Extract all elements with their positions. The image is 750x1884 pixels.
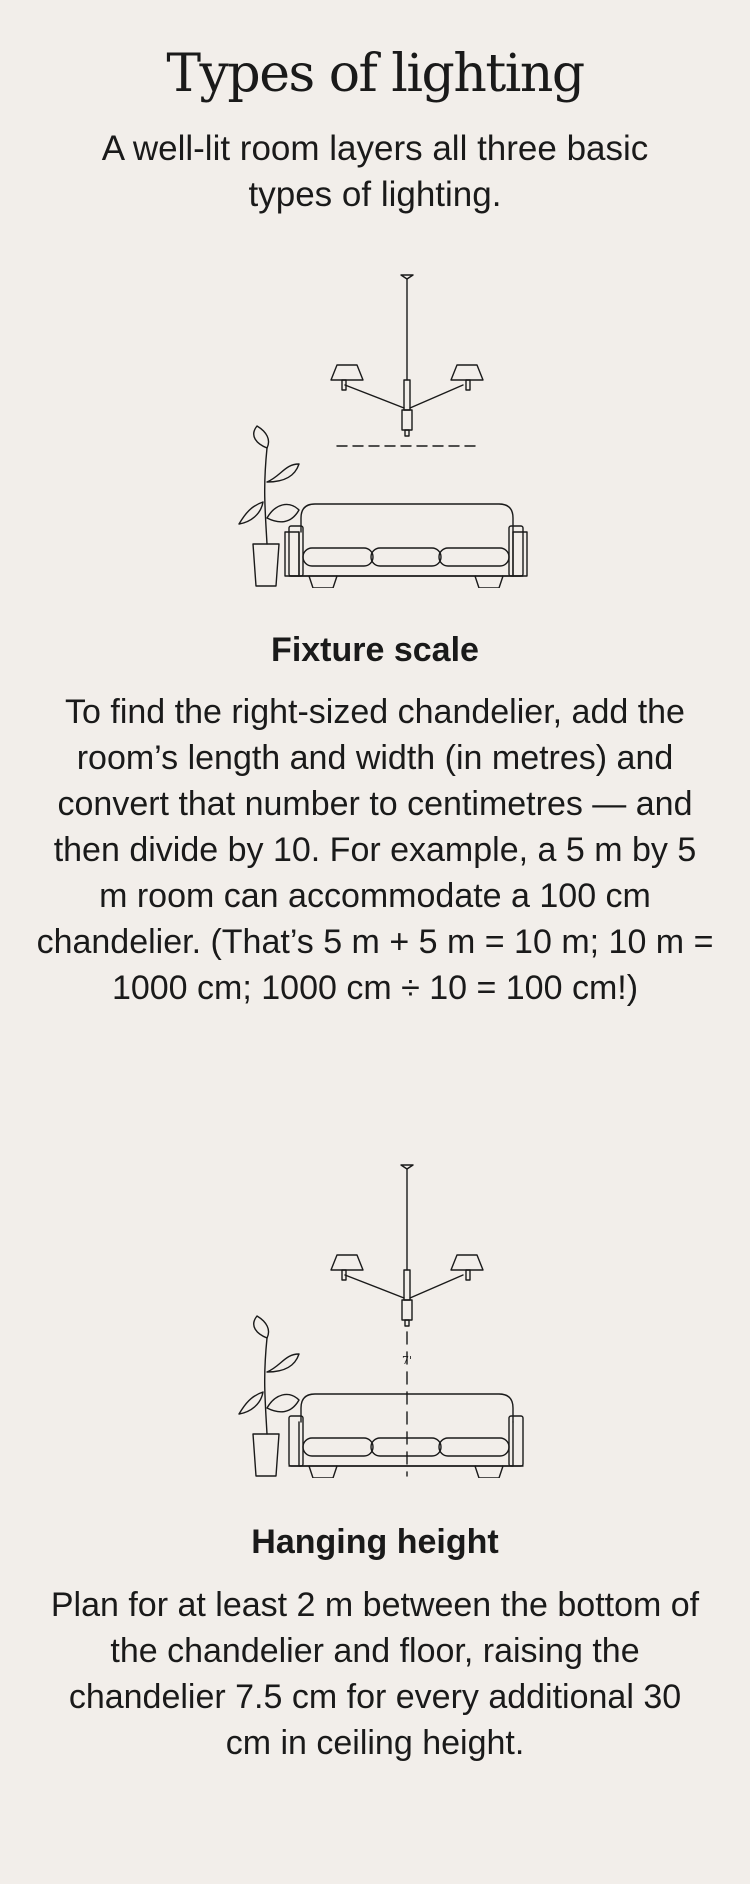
plant-icon bbox=[239, 1316, 299, 1476]
chandelier-icon bbox=[331, 275, 483, 436]
section-heading-fixture-scale: Fixture scale bbox=[271, 631, 479, 669]
chandelier-above-sofa-illustration bbox=[0, 268, 750, 588]
page-title: Types of lighting bbox=[166, 44, 584, 104]
section-body-hanging-height: Plan for at least 2 m between the bottom of the chandelier and floor, raising the chandelier 7.5 cm for every additional 30 cm in ceiling height. bbox=[50, 1586, 700, 1762]
section-heading-hanging-height: Hanging height bbox=[251, 1523, 499, 1561]
plant-icon bbox=[239, 426, 299, 586]
sofa-icon bbox=[289, 1394, 523, 1478]
section-body-fixture-scale: To find the right-sized chandelier, add the room’s length and width (in metres) and convert that number to centimetres — and then divide by 10. For example, a 5 m by 5 m room can accommodate a 100 cm chandelier. (That’s 5 m + 5 m = 10 m; 10 m = 1000 cm; 1000 cm ÷ 10 = 100 cm!) bbox=[36, 693, 714, 1007]
chandelier-hanging-height-illustration bbox=[0, 1158, 750, 1478]
height-label: 7' bbox=[401, 1354, 413, 1367]
sofa-icon bbox=[285, 504, 527, 588]
chandelier-icon bbox=[331, 1165, 483, 1326]
page-subtitle: A well-lit room layers all three basic types of lighting. bbox=[101, 129, 649, 214]
